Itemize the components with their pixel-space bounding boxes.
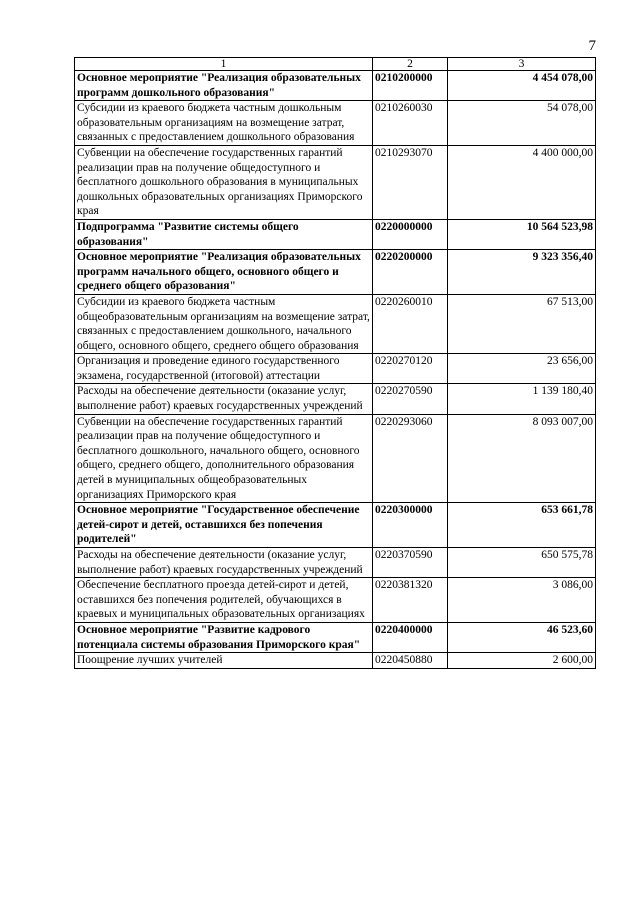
- row-code-cell: 0220370590: [373, 548, 448, 578]
- row-name-cell: Основное мероприятие "Реализация образовательных программ дошкольного образования": [75, 71, 373, 101]
- row-amount-cell: 3 086,00: [448, 578, 596, 623]
- row-code-cell: 0220381320: [373, 578, 448, 623]
- row-amount-cell: 8 093 007,00: [448, 414, 596, 503]
- budget-table: [74, 57, 596, 669]
- budget-table-body: [75, 58, 596, 669]
- row-name-cell: Расходы на обеспечение деятельности (оказание услуг, выполнение работ) краевых государственных учреждений: [75, 384, 373, 414]
- row-code-cell: 0220270120: [373, 354, 448, 384]
- table-row: [75, 294, 596, 353]
- row-amount-cell: 9 323 356,40: [448, 250, 596, 295]
- row-amount-cell: 653 661,78: [448, 503, 596, 548]
- table-row: [75, 250, 596, 295]
- table-row: [75, 578, 596, 623]
- row-amount-cell: 23 656,00: [448, 354, 596, 384]
- row-name-cell: Поощрение лучших учителей: [75, 653, 373, 669]
- header-col-2: 2: [373, 58, 448, 71]
- row-code-cell: 0220260010: [373, 294, 448, 353]
- row-code-cell: 0220400000: [373, 622, 448, 652]
- header-col-1: 1: [75, 58, 373, 71]
- row-code-cell: 0220000000: [373, 219, 448, 249]
- row-name-cell: Подпрограмма "Развитие системы общего образования": [75, 219, 373, 249]
- row-amount-cell: 2 600,00: [448, 653, 596, 669]
- table-row: [75, 101, 596, 146]
- table-row: [75, 414, 596, 503]
- row-code-cell: 0220300000: [373, 503, 448, 548]
- table-row: [75, 653, 596, 669]
- row-code-cell: 0210200000: [373, 71, 448, 101]
- row-name-cell: Обеспечение бесплатного проезда детей-сирот и детей, оставшихся без попечения родителей, обучающихся в краевых и муниципальных образовательных организациях: [75, 578, 373, 623]
- row-name-cell: Субвенции на обеспечение государственных гарантий реализации прав на получение общедоступного и бесплатного дошкольного образования в муниципальных дошкольных образовательных организациях Приморского края: [75, 145, 373, 219]
- table-row: [75, 219, 596, 249]
- row-name-cell: Субвенции на обеспечение государственных гарантий реализации прав на получение общедоступного и бесплатного дошкольного, начального общего, основного общего, среднего общего, дополнительного образования детей в муниципальных общеобразовательных организациях Приморского края: [75, 414, 373, 503]
- row-amount-cell: 1 139 180,40: [448, 384, 596, 414]
- row-name-cell: Основное мероприятие "Реализация образовательных программ начального общего, основного общего и среднего общего образования": [75, 250, 373, 295]
- header-col-3: 3: [448, 58, 596, 71]
- table-row: [75, 384, 596, 414]
- row-code-cell: 0220270590: [373, 384, 448, 414]
- row-code-cell: 0210260030: [373, 101, 448, 146]
- row-code-cell: 0220200000: [373, 250, 448, 295]
- table-row: [75, 503, 596, 548]
- row-amount-cell: 46 523,60: [448, 622, 596, 652]
- row-amount-cell: 4 454 078,00: [448, 71, 596, 101]
- table-row: [75, 145, 596, 219]
- table-row: [75, 548, 596, 578]
- table-row: [75, 354, 596, 384]
- row-name-cell: Основное мероприятие "Государственное обеспечение детей-сирот и детей, оставшихся без попечения родителей": [75, 503, 373, 548]
- table-row: [75, 622, 596, 652]
- row-amount-cell: 10 564 523,98: [448, 219, 596, 249]
- row-amount-cell: 650 575,78: [448, 548, 596, 578]
- row-code-cell: 0220293060: [373, 414, 448, 503]
- row-name-cell: Организация и проведение единого государственного экзамена, государственной (итоговой) аттестации: [75, 354, 373, 384]
- row-amount-cell: 4 400 000,00: [448, 145, 596, 219]
- row-name-cell: Расходы на обеспечение деятельности (оказание услуг, выполнение работ) краевых государственных учреждений: [75, 548, 373, 578]
- page-number: 7: [588, 38, 596, 54]
- row-name-cell: Основное мероприятие "Развитие кадрового потенциала системы образования Приморского края": [75, 622, 373, 652]
- header-row: [75, 58, 596, 71]
- row-amount-cell: 67 513,00: [448, 294, 596, 353]
- row-code-cell: 0210293070: [373, 145, 448, 219]
- row-amount-cell: 54 078,00: [448, 101, 596, 146]
- row-code-cell: 0220450880: [373, 653, 448, 669]
- row-name-cell: Субсидии из краевого бюджета частным общеобразовательным организациям на возмещение затрат, связанных с предоставлением дошкольного, начального общего, основного общего, среднего общего образования: [75, 294, 373, 353]
- table-row: [75, 71, 596, 101]
- row-name-cell: Субсидии из краевого бюджета частным дошкольным образовательным организациям на возмещение затрат, связанных с предоставлением дошкольного образования: [75, 101, 373, 146]
